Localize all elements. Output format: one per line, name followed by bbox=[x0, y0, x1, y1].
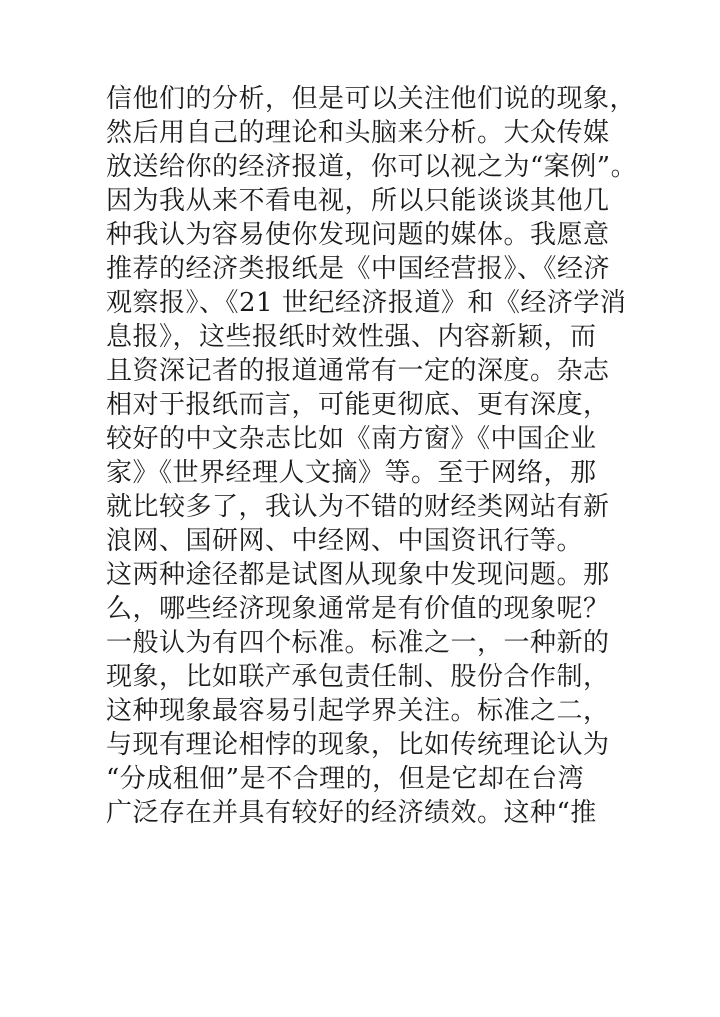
text-line: 信他们的分析，但是可以关注他们说的现象， bbox=[106, 84, 637, 114]
text-line: “分成租佃”是不合理的，但是它却在台湾 bbox=[106, 764, 585, 794]
text-line: 然后用自己的理论和头脑来分析。大众传媒 bbox=[106, 118, 610, 148]
text-line: 相对于报纸而言，可能更彻底、更有深度， bbox=[106, 390, 610, 420]
text-line: 家》《世界经理人文摘》等。至于网络，那 bbox=[106, 458, 597, 488]
text-line: 放送给你的经济报道，你可以视之为“案例”。 bbox=[106, 152, 638, 182]
text-line: 这种现象最容易引起学界关注。标准之二， bbox=[106, 696, 610, 726]
text-line: 观察报》、《21 世纪经济报道》和《经济学消 bbox=[106, 288, 627, 318]
text-line: 这两种途径都是试图从现象中发现问题。那 bbox=[106, 560, 610, 590]
text-line: 广泛存在并具有较好的经济绩效。这种“推 bbox=[106, 798, 597, 828]
text-line: 一般认为有四个标准。标准之一，一种新的 bbox=[106, 628, 610, 658]
text-line: 且资深记者的报道通常有一定的深度。杂志 bbox=[106, 356, 610, 386]
text-line: 么，哪些经济现象通常是有价值的现象呢？ bbox=[106, 594, 610, 624]
text-line: 因为我从来不看电视，所以只能谈谈其他几 bbox=[106, 186, 610, 216]
text-line: 与现有理论相悖的现象，比如传统理论认为 bbox=[106, 730, 610, 760]
text-line: 息报》，这些报纸时效性强、内容新颖，而 bbox=[106, 322, 597, 352]
text-line: 种我认为容易使你发现问题的媒体。我愿意 bbox=[106, 220, 610, 250]
text-line: 推荐的经济类报纸是《中国经营报》、《经济 bbox=[106, 254, 611, 284]
text-line: 较好的中文杂志比如《南方窗》《中国企业 bbox=[106, 424, 597, 454]
body-text bbox=[106, 82, 646, 830]
text-line: 浪网、国研网、中经网、中国资讯行等。 bbox=[106, 526, 584, 556]
text-line: 现象，比如联产承包责任制、股份合作制， bbox=[106, 662, 610, 692]
text-line: 就比较多了，我认为不错的财经类网站有新 bbox=[106, 492, 610, 522]
